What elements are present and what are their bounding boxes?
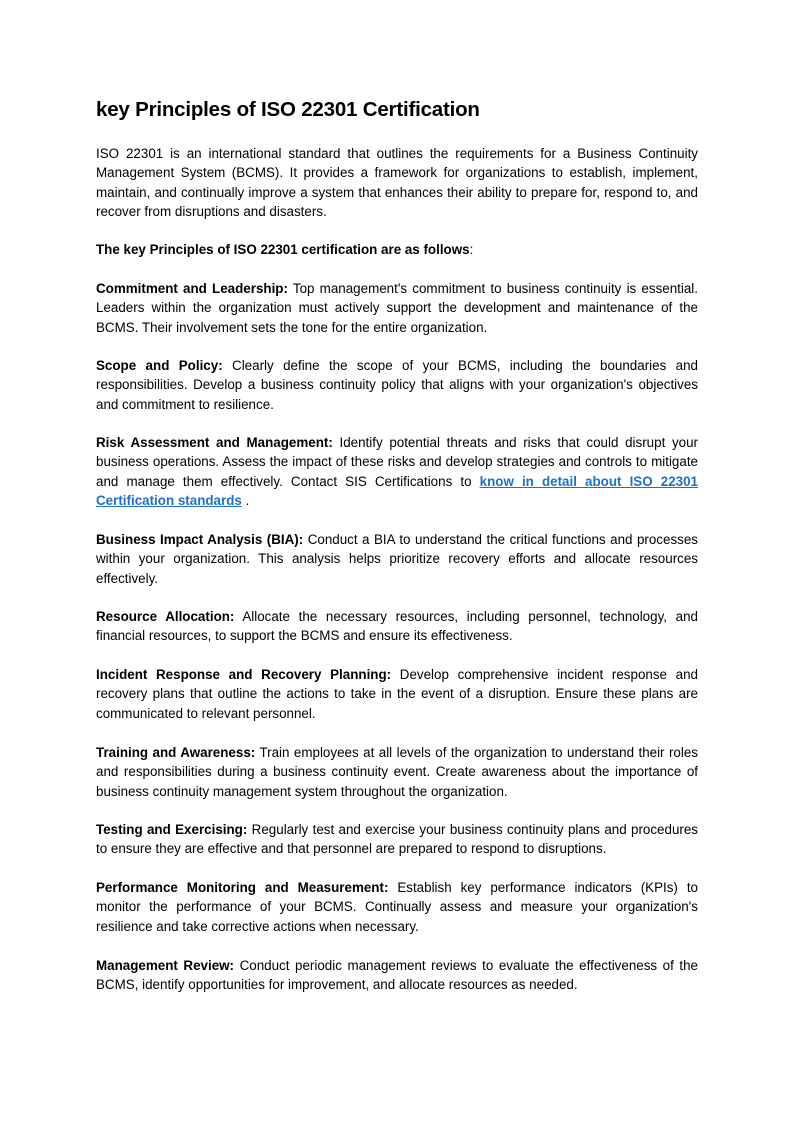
principles-heading xyxy=(96,240,698,259)
principle-text: Regularly test and exercise your business continuity plans and procedures to ensure they are effective and that personnel are prepared to respond to disruptions. xyxy=(96,822,698,857)
intro-paragraph: ISO 22301 is an international standard that outlines the requirements for a Business Continuity Management System (BCMS). It provides a framework for organizations to establish, implement, maintain, and continually improve a system that enhances their ability to prepare for, respond to, and recover from disruptions and disasters. xyxy=(96,146,698,220)
principle-resource-allocation xyxy=(96,607,698,646)
document-title: key Principles of ISO 22301 Certification xyxy=(96,98,480,121)
principle-text: Allocate the necessary resources, including personnel, technology, and financial resources, to support the BCMS and ensure its effectiveness. xyxy=(96,609,699,644)
principle-training-awareness xyxy=(96,743,698,801)
principle-term: Risk Assessment and Management: xyxy=(96,435,333,450)
iso-22301-standards-link[interactable]: know in detail about ISO 22301 Certification standards xyxy=(96,473,698,509)
principle-incident-response xyxy=(96,665,698,723)
principle-term: Business Impact Analysis (BIA): xyxy=(96,532,304,547)
principle-term: Training and Awareness: xyxy=(96,745,256,760)
principle-text: Train employees at all levels of the organization to understand their roles and responsibilities during a business continuity event. Create awareness about the importance of business continuity management system throughout the organization. xyxy=(96,745,698,799)
principle-performance-monitoring xyxy=(96,878,698,936)
principles-heading-text: The key Principles of ISO 22301 certification are as follows xyxy=(96,242,470,257)
principle-management-review xyxy=(96,956,698,995)
principle-text-after-link: . xyxy=(241,493,250,509)
principle-term: Commitment and Leadership: xyxy=(96,281,288,296)
principle-text: Clearly define the scope of your BCMS, including the boundaries and responsibilities. Develop a business continuity policy that aligns with your organization's objectives and commitment to resilience. xyxy=(96,358,698,412)
principle-text: Top management's commitment to business continuity is essential. Leaders within the organization must actively support the development and maintenance of the BCMS. Their involvement sets the tone for the entire organization. xyxy=(96,281,699,335)
principle-term: Management Review: xyxy=(96,958,235,973)
principle-business-impact-analysis xyxy=(96,530,698,588)
principles-heading-suffix: : xyxy=(469,242,474,257)
principle-term: Performance Monitoring and Measurement: xyxy=(96,880,389,895)
principle-text: Conduct a BIA to understand the critical functions and processes within your organization. This analysis helps prioritize recovery efforts and allocate resources effectively. xyxy=(96,532,698,586)
principle-text: Establish key performance indicators (KPIs) to monitor the performance of your BCMS. Continually assess and measure your organization's resilience and take corrective actions when necessary. xyxy=(96,880,698,934)
principle-term: Incident Response and Recovery Planning: xyxy=(96,667,392,682)
principle-scope-policy xyxy=(96,356,698,414)
principle-term: Testing and Exercising: xyxy=(96,822,248,837)
principle-term: Scope and Policy: xyxy=(96,358,223,373)
principle-term: Resource Allocation: xyxy=(96,609,235,624)
principle-commitment-leadership xyxy=(96,279,698,337)
principle-text: Develop comprehensive incident response and recovery plans that outline the actions to take in the event of a disruption. Ensure these plans are communicated to relevant personnel. xyxy=(96,667,699,721)
principle-testing-exercising xyxy=(96,820,698,859)
principle-text: Conduct periodic management reviews to evaluate the effectiveness of the BCMS, identify opportunities for improvement, and allocate resources as needed. xyxy=(96,958,698,993)
principle-text: Identify potential threats and risks that could disrupt your business operations. Assess the impact of these risks and develop strategies and controls to mitigate and manage them effectively. Contact SIS Certifications to xyxy=(96,435,699,489)
principle-risk-assessment xyxy=(96,433,698,511)
